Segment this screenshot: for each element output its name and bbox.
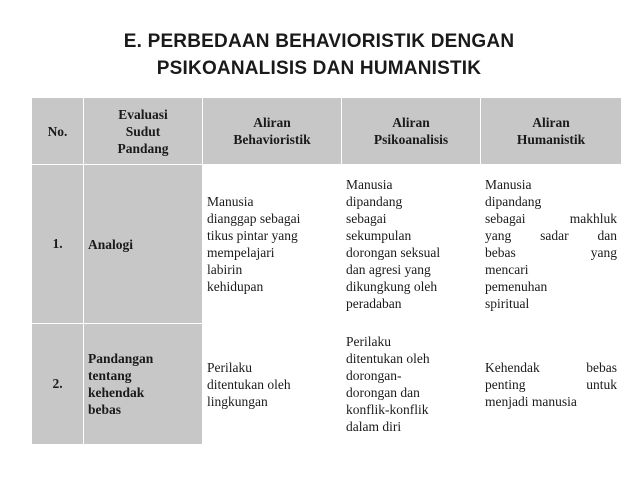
cell-line: konflik-konflik: [346, 402, 429, 417]
cell-line: mempelajari: [207, 245, 275, 260]
cell-line: sekumpulan: [346, 228, 412, 243]
cell-psikoanalisis: [342, 165, 481, 324]
cell-line: Perilaku: [207, 359, 252, 375]
slide-title: [0, 28, 638, 82]
cell-line: ditentukan oleh: [346, 351, 430, 366]
cell-line: Manusia: [346, 177, 393, 192]
cell-line: labirin: [207, 262, 243, 277]
cell-line: spiritual: [485, 296, 530, 311]
cell-line: pemenuhan: [485, 279, 548, 294]
cell-line: dikungkung oleh: [346, 279, 438, 294]
cell-behavioristik: [203, 165, 342, 324]
row-aspect-line: bebas: [88, 402, 122, 417]
header-behavioristik-line: Behavioristik: [233, 132, 311, 147]
header-psikoanalisis-line: Aliran: [392, 115, 430, 130]
cell-line: Manusia: [207, 194, 254, 209]
cell-line: bebas yang: [485, 245, 617, 260]
cell-line: dipandang: [485, 194, 542, 209]
cell-humanistik: [481, 324, 622, 445]
cell-line: Perilaku: [346, 334, 391, 349]
table-header-row: [32, 98, 622, 165]
header-psikoanalisis: [342, 98, 481, 165]
row-aspect-line: kehendak: [88, 385, 145, 400]
row-number: 1.: [32, 165, 84, 324]
cell-psikoanalisis: [342, 324, 481, 445]
table-row: [32, 324, 622, 445]
row-aspect: [84, 324, 203, 445]
title-line-1: E. PERBEDAAN BEHAVIORISTIK DENGAN: [123, 31, 515, 52]
header-evaluasi-line: Evaluasi: [118, 106, 168, 122]
cell-line: dorongan-: [346, 368, 402, 383]
title-line-2: PSIKOANALISIS DAN HUMANISTIK: [156, 58, 482, 79]
row-aspect-line: Analogi: [88, 236, 134, 252]
header-no: No.: [32, 98, 84, 165]
header-behavioristik: [203, 98, 342, 165]
cell-behavioristik: [203, 324, 342, 445]
cell-line: dorongan seksual: [346, 245, 441, 260]
cell-line: penting untuk: [485, 376, 617, 392]
cell-line: kehidupan: [207, 279, 264, 294]
comparison-table: [31, 97, 622, 445]
cell-line: menjadi manusia: [485, 393, 577, 409]
header-humanistik-line: Humanistik: [516, 132, 586, 147]
cell-line: dorongan dan: [346, 385, 420, 400]
cell-line: dan agresi yang: [346, 262, 431, 277]
header-humanistik: [481, 98, 622, 165]
header-evaluasi-line: Sudut: [125, 123, 161, 139]
row-aspect-line: Pandangan: [88, 351, 154, 366]
cell-line: Kehendak bebas: [485, 359, 617, 375]
cell-line: sebagai: [346, 211, 387, 226]
cell-line: dipandang: [346, 194, 403, 209]
header-behavioristik-line: Aliran: [253, 115, 291, 130]
row-number: 2.: [32, 324, 84, 445]
header-evaluasi-line: Pandang: [117, 140, 169, 156]
cell-line: Manusia: [485, 177, 532, 192]
cell-line: sebagai makhluk: [485, 211, 617, 226]
cell-line: lingkungan: [207, 393, 268, 409]
cell-line: ditentukan oleh: [207, 376, 291, 392]
header-evaluasi: [84, 98, 203, 165]
header-psikoanalisis-line: Psikoanalisis: [373, 132, 449, 147]
cell-line: yang sadar dan: [485, 228, 617, 243]
cell-line: peradaban: [346, 296, 402, 311]
cell-line: dalam diri: [346, 419, 402, 434]
table-row: [32, 165, 622, 324]
row-aspect: [84, 165, 203, 324]
header-humanistik-line: Aliran: [532, 115, 570, 130]
cell-humanistik: [481, 165, 622, 324]
cell-line: tikus pintar yang: [207, 228, 298, 243]
cell-line: mencari: [485, 262, 529, 277]
row-aspect-line: tentang: [88, 368, 132, 383]
cell-line: dianggap sebagai: [207, 211, 301, 226]
